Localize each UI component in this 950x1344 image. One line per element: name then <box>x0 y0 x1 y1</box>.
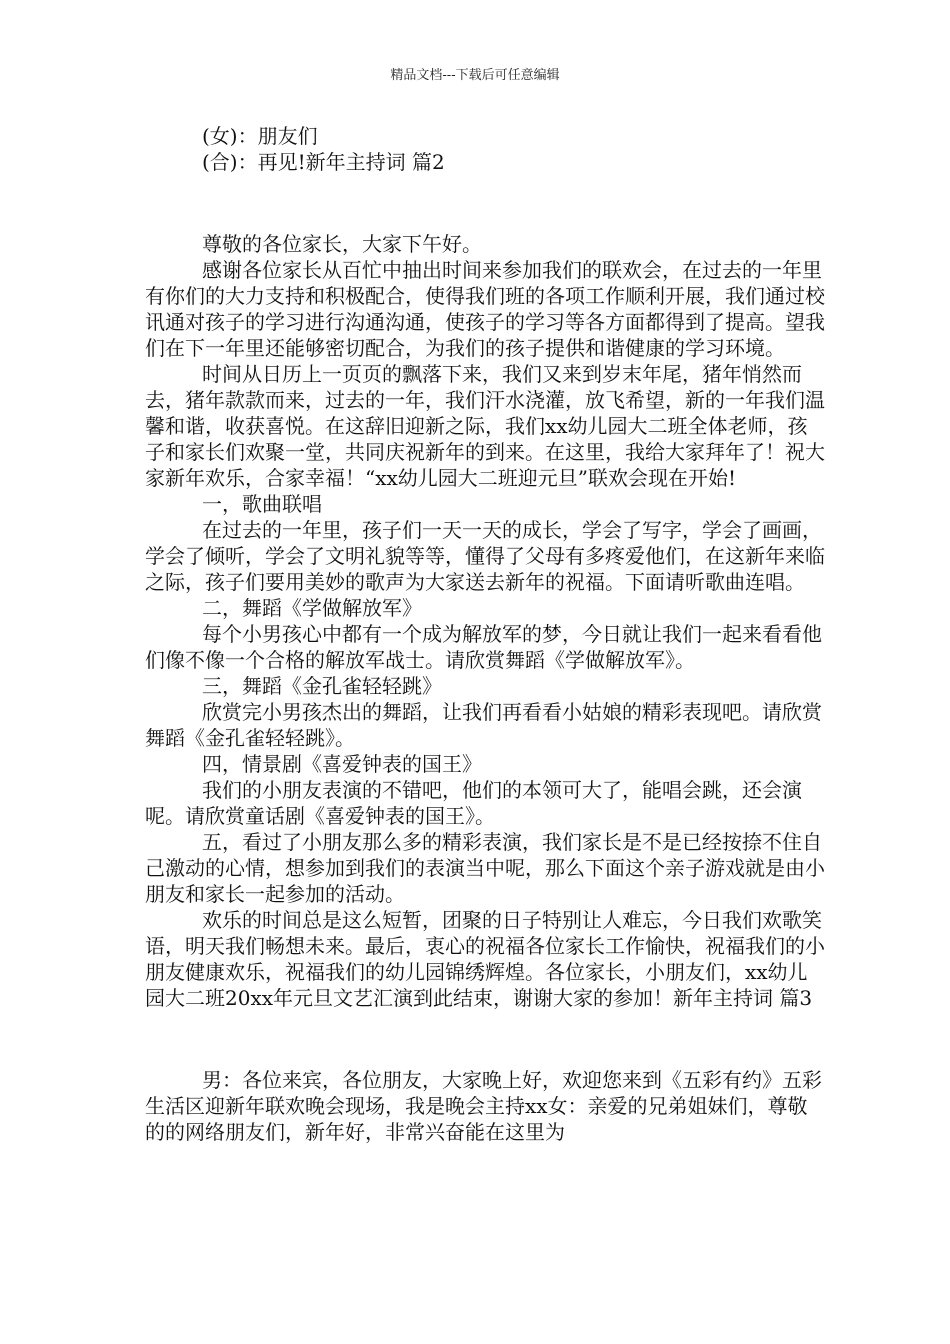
paragraph: 四，情景剧《喜爱钟表的国王》 <box>202 752 482 776</box>
paragraph: 在过去的一年里，孩子们一天一天的成长，学会了写字，学会了画画，学会了倾听，学会了文明礼貌等等，懂得了父母有多疼爱他们，在这新年来临之际，孩子们要用美妙的歌声为大家送去新年的祝福。下面请听歌曲连唱。 <box>145 518 825 594</box>
paragraph-gap <box>145 1011 825 1067</box>
document-body <box>145 123 825 1145</box>
paragraph: 感谢各位家长从百忙中抽出时间来参加我们的联欢会，在过去的一年里有你们的大力支持和积极配合，使得我们班的各项工作顺利开展，我们通过校讯通对孩子的学习进行沟通沟通，使孩子的学习等各方面都得到了提高。望我们在下一年里还能够密切配合，为我们的孩子提供和谐健康的学习环境。 <box>145 258 825 360</box>
paragraph: 男：各位来宾，各位朋友，大家晚上好，欢迎您来到《五彩有约》五彩生活区迎新年联欢晚会现场，我是晚会主持xx女：亲爱的兄弟姐妹们，尊敬的的网络朋友们，新年好，非常兴奋能在这里为 <box>145 1068 822 1144</box>
paragraph: 每个小男孩心中都有一个成为解放军的梦，今日就让我们一起来看看他们像不像一个合格的解放军战士。请欣赏舞蹈《学做解放军》。 <box>145 622 822 672</box>
paragraph: 三，舞蹈《金孔雀轻轻跳》 <box>202 674 442 698</box>
paragraph-gap <box>145 175 825 231</box>
paragraph: 一，歌曲联唱 <box>202 492 322 516</box>
paragraph: 尊敬的各位家长，大家下午好。 <box>202 232 482 256</box>
page-header: 精品文档---下载后可任意编辑 <box>390 68 560 83</box>
paragraph: 二，舞蹈《学做解放军》 <box>202 596 422 620</box>
paragraph: 欣赏完小男孩杰出的舞蹈，让我们再看看小姑娘的精彩表现吧。请欣赏舞蹈《金孔雀轻轻跳》。 <box>145 700 822 750</box>
paragraph: 时间从日历上一页页的飘落下来，我们又来到岁末年尾，猪年悄然而去，猪年款款而来，过去的一年，我们汗水浇灌，放飞希望，新的一年我们温馨和谐，收获喜悦。在这辞旧迎新之际，我们xx幼儿园大二班全体老师，孩子和家长们欢聚一堂，共同庆祝新年的到来。在这里，我给大家拜年了！祝大家新年欢乐，合家幸福！“xx幼儿园大二班迎元旦”联欢会现在开始! <box>145 362 825 490</box>
paragraph: (女)：朋友们 <box>202 124 318 148</box>
paragraph: 欢乐的时间总是这么短暂，团聚的日子特别让人难忘，今日我们欢歌笑语，明天我们畅想未来。最后，衷心的祝福各位家长工作愉快，祝福我们的小朋友健康欢乐，祝福我们的幼儿园锦绣辉煌。各位家长，小朋友们，xx幼儿园大二班20xx年元旦文艺汇演到此结束，谢谢大家的参加！新年主持词 篇3 <box>145 908 825 1010</box>
paragraph: 我们的小朋友表演的不错吧，他们的本领可大了，能唱会跳，还会演呢。请欣赏童话剧《喜爱钟表的国王》。 <box>145 778 802 828</box>
paragraph: (合)：再见!新年主持词 篇2 <box>202 150 445 174</box>
paragraph: 五，看过了小朋友那么多的精彩表演，我们家长是不是已经按捺不住自己激动的心情，想参加到我们的表演当中呢，那么下面这个亲子游戏就是由小朋友和家长一起参加的活动。 <box>145 830 825 906</box>
